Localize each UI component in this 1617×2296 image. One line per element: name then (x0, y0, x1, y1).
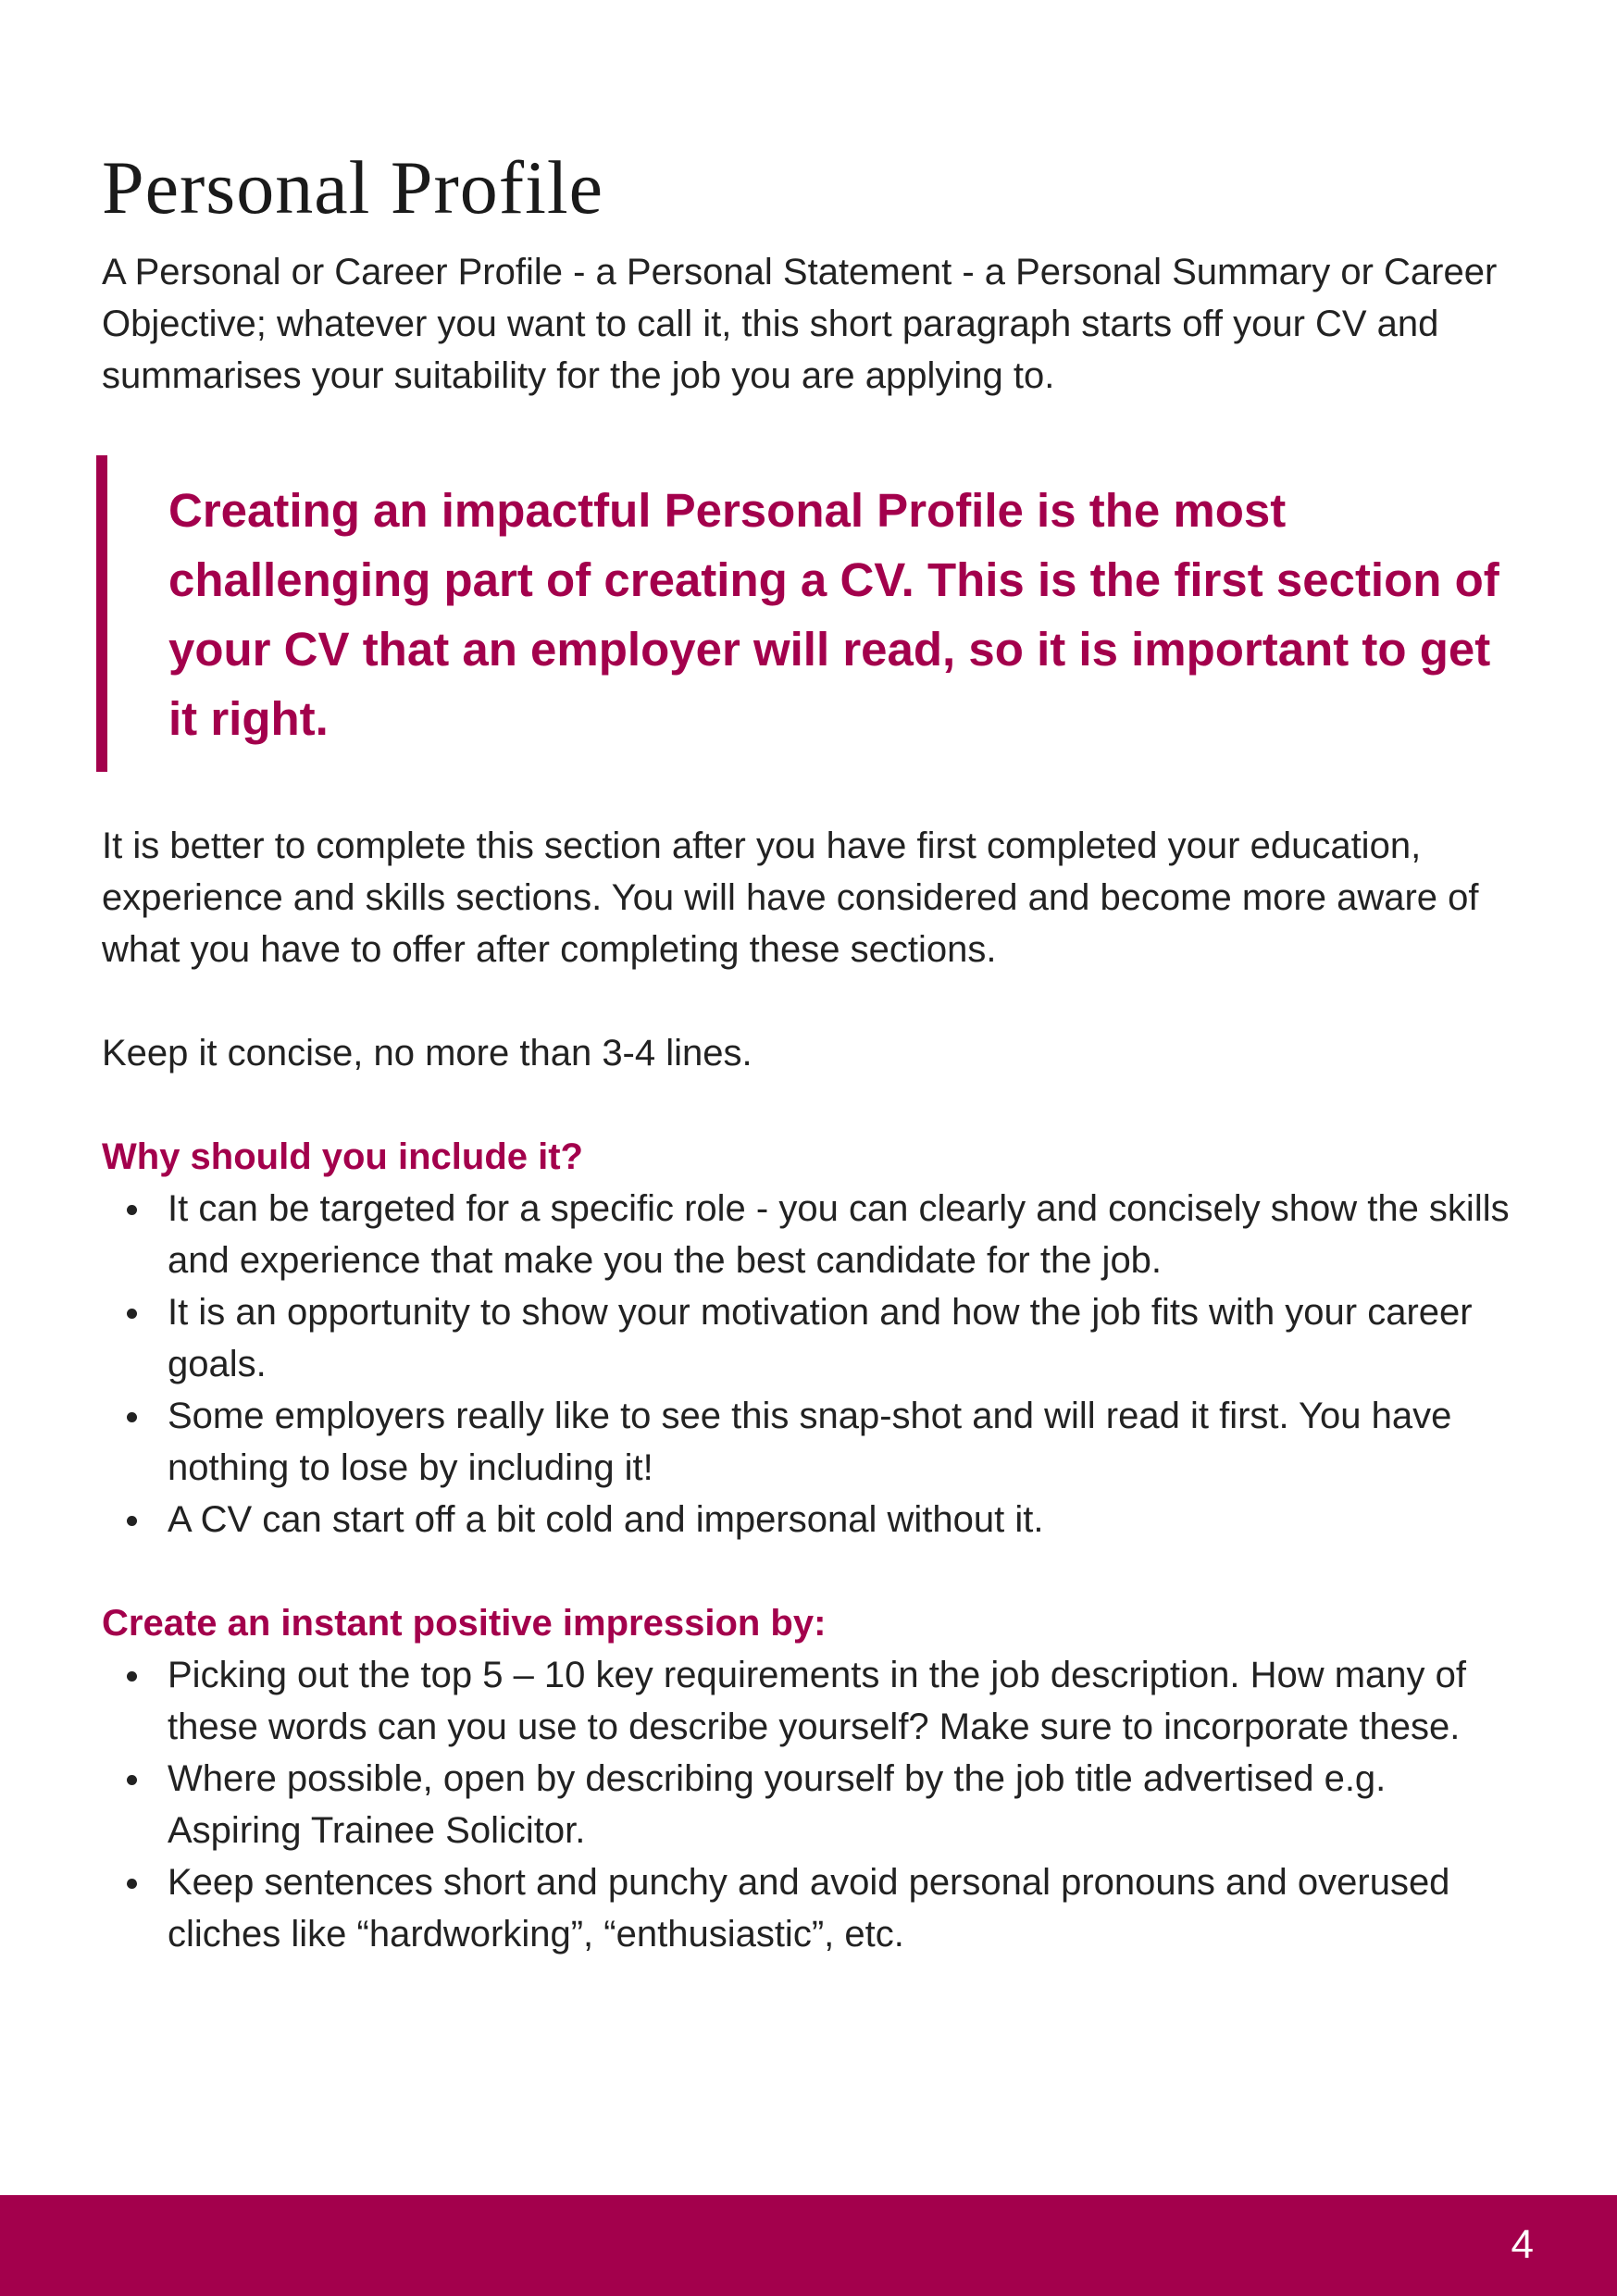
bullet-icon (127, 1516, 137, 1526)
page-title: Personal Profile (102, 145, 604, 230)
callout-quote (96, 455, 1527, 772)
list-item-text: A CV can start off a bit cold and impersonal without it. (168, 1499, 1044, 1541)
bullet-icon (127, 1775, 137, 1785)
bullet-icon (127, 1671, 137, 1682)
advice-paragraph: It is better to complete this section after you have first completed your education, experience and skills sections. You will have considered and become more aware of what you have to offer after completing these sections. (102, 825, 1479, 971)
list-item (102, 1856, 1527, 1960)
impression-heading: Create an instant positive impression by: (102, 1603, 827, 1644)
impression-list (102, 1649, 1527, 1960)
intro-paragraph: A Personal or Career Profile - a Personal Statement - a Personal Summary or Career Objective; whatever you want to call it, this short paragraph starts off your CV and summarises your suitability for the job you are applying to. (102, 252, 1498, 397)
page-content (102, 145, 1527, 1960)
bullet-icon (127, 1309, 137, 1319)
list-item-text: It is an opportunity to show your motivation and how the job fits with your career goals. (168, 1292, 1473, 1385)
callout-text: Creating an impactful Personal Profile is the most challenging part of creating a CV. This is the first section of your CV that an employer will read, so it is important to get it right. (168, 484, 1499, 746)
list-item-text: Where possible, open by describing yourself by the job title advertised e.g. Aspiring Trainee Solicitor. (168, 1758, 1387, 1852)
bullet-icon (127, 1412, 137, 1422)
list-item (102, 1753, 1527, 1856)
list-item (102, 1286, 1527, 1390)
why-heading: Why should you include it? (102, 1136, 583, 1178)
list-item-text: It can be targeted for a specific role - you can clearly and concisely show the skills and experience that make you the best candidate for the job. (168, 1188, 1510, 1282)
why-list (102, 1183, 1527, 1545)
bullet-icon (127, 1879, 137, 1889)
bullet-icon (127, 1205, 137, 1215)
list-item (102, 1494, 1527, 1545)
footer-bar (0, 2195, 1617, 2296)
list-item (102, 1183, 1527, 1286)
concise-paragraph: Keep it concise, no more than 3-4 lines. (102, 1033, 753, 1074)
list-item (102, 1649, 1527, 1753)
list-item (102, 1390, 1527, 1494)
list-item-text: Some employers really like to see this snap-shot and will read it first. You have nothing to lose by including it! (168, 1396, 1452, 1489)
page-number: 4 (1511, 2222, 1534, 2267)
list-item-text: Picking out the top 5 – 10 key requirements in the job description. How many of these words can you use to describe yourself? Make sure to incorporate these. (168, 1655, 1466, 1748)
list-item-text: Keep sentences short and punchy and avoid personal pronouns and overused cliches like “hardworking”, “enthusiastic”, etc. (168, 1862, 1450, 1955)
